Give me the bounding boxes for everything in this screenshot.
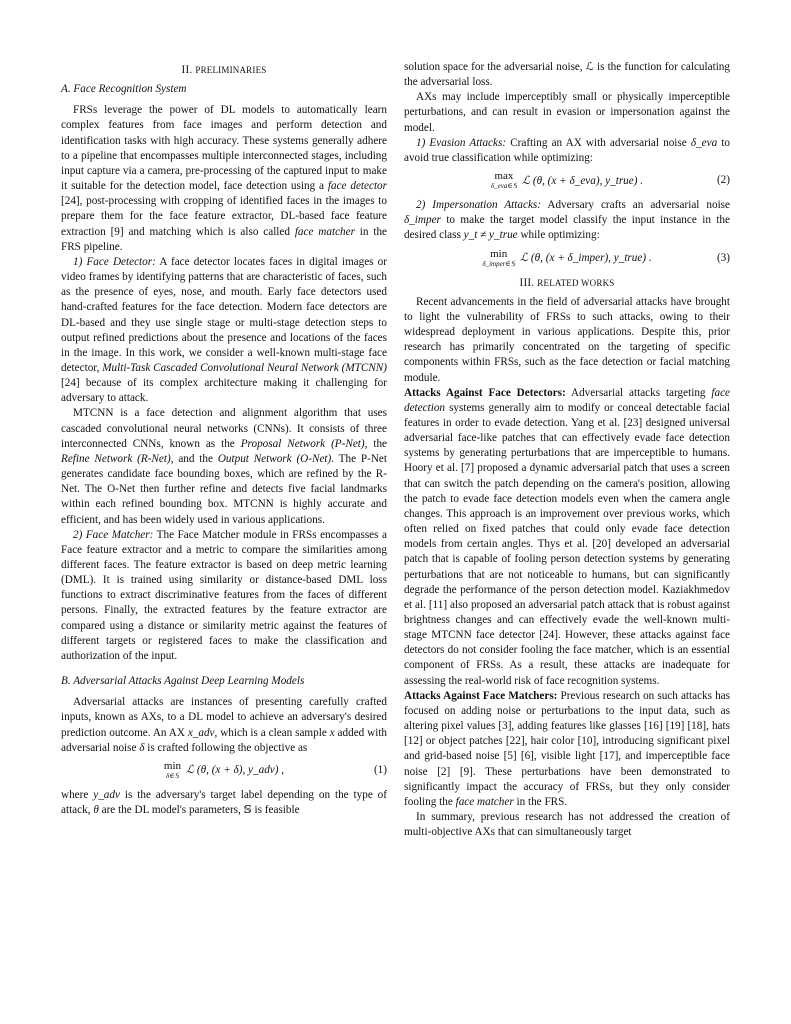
paragraph-label: 2) Impersonation Attacks: — [416, 199, 541, 212]
section-number: II. — [181, 64, 193, 76]
right-column — [404, 60, 730, 840]
section-title-preliminaries — [61, 63, 387, 78]
paragraph-label: 1) Evasion Attacks: — [416, 136, 507, 149]
paragraph-evasion: 1) Evasion Attacks: Crafting an AX with adversarial noise δ_eva to avoid true classification while optimizing: — [404, 136, 731, 164]
paragraph-face-detector: 1) Face Detector: A face detector locates faces in digital images or video frames by identifying patterns that are characteristic of faces, such as the presence of eyes, nose, and mouth. Early face detectors used hand-crafted features for the face detection. Modern face detectors are DL-based and they use single stage or multi-stage detection steps to output refined predictions about the presence and locations of the faces in the image. In this work, we consider a well-known multi-stage face detector, Multi-Task Cascaded Convolutional Neural Network (MTCNN) [24] because of its complex architecture making it challenging for adversary to attack. — [61, 255, 387, 405]
equation-1: min δ∈𝕊 ℒ (θ, (x + δ), y_adv) , (1) — [163, 759, 387, 780]
paragraph-frs: FRSs leverage the power of DL models to automatically learn complex features from face images and perform detection and identification tasks with high accuracy. These systems generally adhere to a pipeline that encompasses multiple interconnected stages, including input capture via a camera, pre-processing of the captured input to make it suitable for the detection model, face detection using a face detector [24], post-processing with cropping of identified faces in the images to prepare them for the face feature extractor, DL-based face feature extraction [9] and matching which is also called face matcher in the FRS pipeline. — [61, 104, 388, 253]
paragraph-label: Attacks Against Face Detectors: — [404, 386, 566, 399]
equation-2: max δ_eva∈𝕊 ℒ (θ, (x + δ_eva), y_true) . (2) — [490, 170, 730, 191]
paragraph-impersonation: 2) Impersonation Attacks: Adversary crafts an adversarial noise δ_imper to make the target model classify the input instance in the desired class y_t ≠ y_true while optimizing: — [404, 199, 730, 242]
paragraph-label: 1) Face Detector: — [73, 255, 156, 268]
section-number: III. — [519, 276, 535, 289]
subsection-title-frs: A. Face Recognition System — [61, 83, 187, 96]
paragraph-ax-types: AXs may include imperceptibly small or physically imperceptible perturbations, and can result in evasion or impersonation against the model. — [404, 91, 730, 134]
equation-3: min δ_imper∈𝕊 ℒ (θ, (x + δ_imper), y_true) . (3) — [482, 247, 730, 268]
equation-number: (2) — [716, 174, 730, 187]
paragraph-mtcnn: MTCNN is a face detection and alignment algorithm that uses cascaded convolutional neural networks (CNNs). It consists of three interconnected CNNs, known as the Proposal Network (P-Net), the Refine Network (R-Net), and the Output Network (O-Net). The P-Net generates candidate face bounding boxes, which are refined by the R-Net. The O-Net then further refine and detects five facial landmarks within each refined bounding box. MTCNN is highly accurate and efficient, and has been widely used in various applications. — [61, 407, 388, 526]
paragraph-label: Attacks Against Face Matchers: — [404, 689, 558, 702]
section-title-related-works — [404, 276, 730, 291]
paragraph-adversarial: Adversarial attacks are instances of presenting carefully crafted inputs, known as AXs, to a DL model to achieve an adversary's desired prediction outcome. An AX x_adv, which is a clean sample x added with adversarial noise δ is crafted following the objective as — [61, 696, 388, 754]
equation-number: (3) — [716, 251, 730, 264]
paragraph-attacks-face-matchers: Attacks Against Face Matchers: Previous research on such attacks has focused on adding noise or perturbations to the input data, such as altering pixel values [3], adding features like glasses [16] [19] [18], hats [12] or object patches [22], hair color [10], introducing significant pixel and grid-based noise [5] [6], visible light [17], and imperceptible face noise [2] [9]. These perturbations have been demonstrated to significantly impact the accuracy of FRSs, but they only consider fooling the face matcher in the FRS. — [404, 689, 730, 808]
subsection-title-adversarial: B. Adversarial Attacks Against Deep Learning Models — [61, 675, 305, 688]
paragraph-label: 2) Face Matcher: — [73, 528, 154, 541]
paragraph-summary: In summary, previous research has not addressed the creation of multi-objective AXs that can simultaneously target — [404, 811, 730, 839]
equation-number: (1) — [373, 763, 387, 776]
paragraph-face-matcher: 2) Face Matcher: The Face Matcher module in FRSs encompasses a Face feature extractor and a metric to compare the similarities among different faces. The feature extractor is based on deep metric learning (DML). It is trained using similarity or distance-based DML loss functions to extract discriminative features from the faces of different persons. Finally, the extracted features by the feature extractor are compared using a distance or similarity metric against the features of different targets or registered faces to make the classification and authorization of the input. — [61, 528, 387, 662]
section-name: PRELIMINARIES — [195, 65, 267, 75]
section-name: RELATED WORKS — [537, 277, 615, 288]
paragraph-attacks-face-detectors: Attacks Against Face Detectors: Adversarial attacks targeting face detection systems generally aim to modify or conceal detectable facial features in order to evade detection. Yang et al. [23] designed universal adversarial face-like patches that can effectively evade face detection systems by generating perturbations that are imperceptible to humans. Hoory et al. [7] proposed a dynamic adversarial patch that uses a screen that can switch the patch depending on the camera's position, allowing the patch to evade face detection models even when the camera angle changes. This approach is an improvement over previous works, which often relied on fixed patches that could only evade face detection models from certain angles. Thys et al. [20] developed an adversarial patch that is capable of fooling person detection systems by generating perturbations that are not noticeable to humans, but can significantly degrade the performance of the person detection model. Kaziakhmedov et al. [11] also proposed an adversarial patch attack that is robust against brightness changes and can effectively evade the well-known multi-stage MTCNN face detector [24]. However, these attacks against face detectors do not consider fooling the face matcher, which is an essential component of FRSs. As a result, these attacks are inadequate for assessing the real-world risk of face recognition systems. — [404, 386, 731, 687]
paragraph-continuation: solution space for the adversarial noise, ℒ is the function for calculating the adversarial loss. — [404, 61, 730, 89]
paragraph-related-works: Recent advancements in the field of adversarial attacks have brought to light the vulnerability of FRSs to such attacks, owing to their widespread deployment in various applications. Despite this, prior research has primarily concentrated on the targeting of specific components within FRSs, such as the face detection or facial matching module. — [404, 295, 730, 384]
left-column — [61, 60, 387, 818]
paragraph-after-eq1: where y_adv is the adversary's target label depending on the type of attack, θ are the DL model's parameters, 𝕊 is feasible — [61, 788, 388, 817]
